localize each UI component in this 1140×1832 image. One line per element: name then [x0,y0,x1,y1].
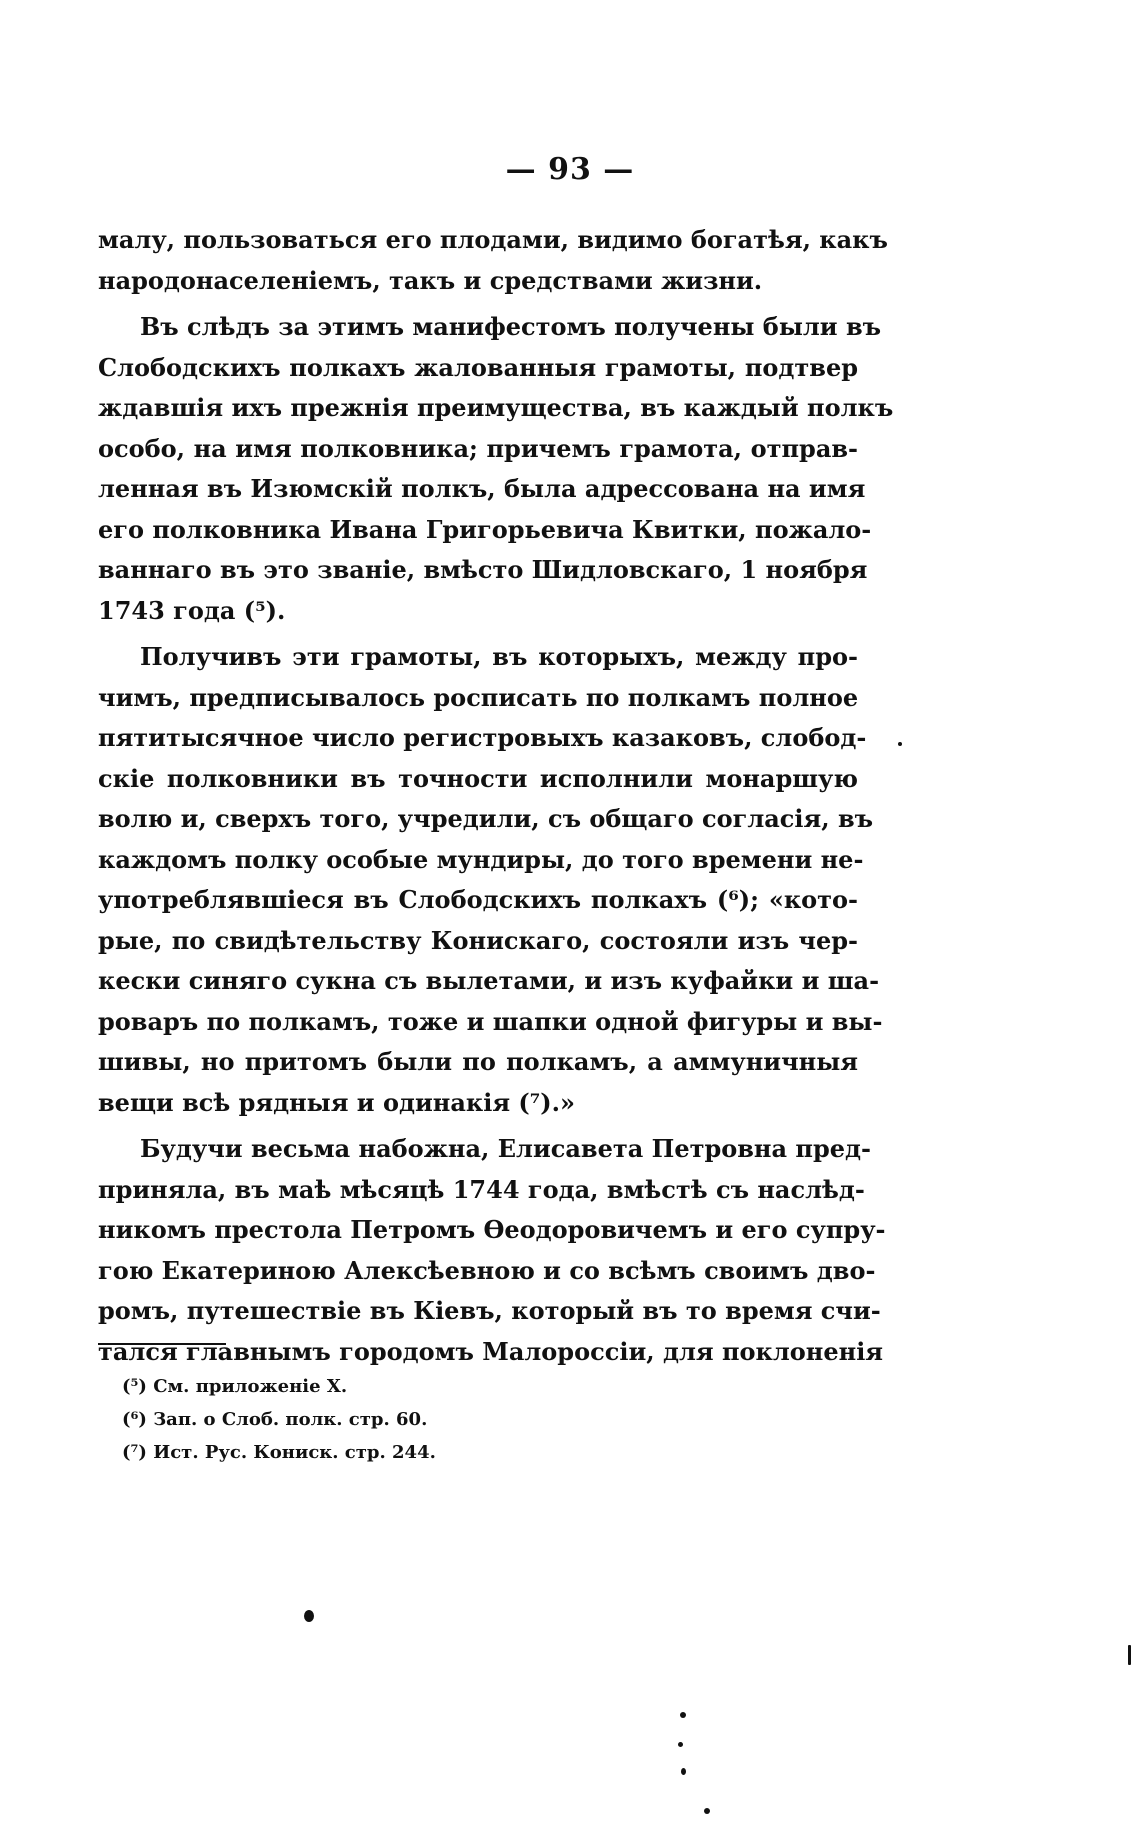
scan-speck [1128,1645,1131,1665]
text-line: приняла, въ маѣ мѣсяцѣ 1744 года, вмѣстѣ съ наслѣд- [98,1174,865,1204]
footnote-text: Ист. Рус. Кониск. стр. 244. [153,1442,436,1463]
text-line: роваръ по полкамъ, тоже и шапки одной фигуры и вы- [98,1006,883,1036]
paragraph-4 [98,1129,886,1372]
text-line: ждавшія ихъ прежнія преимущества, въ каждый полкъ [98,393,894,422]
text-line: волю и, сверхъ того, учредили, съ общаго согласія, въ [98,804,874,833]
paragraph-2 [98,307,894,631]
scan-speck [678,1742,683,1747]
footnote [122,1403,436,1436]
text-line: ваннаго въ это званіе, вмѣсто Шидловскаго, 1 ноября [98,555,868,584]
text-line: ленная въ Изюмскій полкъ, была адрессована на имя [98,474,866,503]
paragraph-3 [98,637,883,1123]
text-line: рые, по свидѣтельству Конискаго, состояли изъ чер- [98,925,858,955]
text-line: особо, на имя полковника; причемъ грамота, отправ- [98,433,858,463]
footnote [122,1436,436,1469]
text-line: никомъ престола Петромъ Ѳеодоровичемъ и его супру- [98,1215,886,1244]
paragraph-1 [98,220,888,301]
text-line: 1743 года (⁵). [98,595,286,625]
text-line: шивы, но притомъ были по полкамъ, а аммуничныя [98,1047,858,1076]
text-line: тался главнымъ городомъ Малороссіи, для поклоненія [98,1336,884,1366]
page-number: — 93 — [505,152,635,187]
scan-speck [304,1610,314,1622]
footnote-mark: (⁵) [122,1376,147,1397]
text-line: Слободскихъ полкахъ жалованныя грамоты, подтвер [98,352,858,382]
text-line: малу, пользоваться его плодами, видимо богатѣя, какъ [98,225,888,254]
text-line: Въ слѣдъ за этимъ манифестомъ получены были въ [140,312,882,341]
text-line: кески синяго сукна съ вылетами, и изъ куфайки и ша- [98,966,880,995]
text-line: гою Екатериною Алексѣевною и со всѣмъ своимъ дво- [98,1255,876,1285]
text-line: употреблявшіеся въ Слободскихъ полкахъ (⁶); «кото- [98,885,858,914]
text-line: народонаселеніемъ, такъ и средствами жизни. [98,265,763,295]
footnote-text: См. приложеніе X. [153,1376,348,1397]
footnote-divider [98,1343,226,1345]
footnote-mark: (⁷) [122,1442,147,1463]
scan-speck [704,1808,710,1814]
text-line: Будучи весьма набожна, Елисавета Петровна пред- [140,1134,871,1163]
text-line: вещи всѣ рядныя и одинакія (⁷).» [98,1087,575,1117]
scan-speck [680,1712,686,1718]
body-text [98,220,894,1372]
text-line: ромъ, путешествіе въ Кіевъ, который въ то время счи- [98,1296,881,1325]
scan-speck [681,1768,686,1775]
footnotes [122,1370,436,1469]
text-line: каждомъ полку особые мундиры, до того времени не- [98,844,864,874]
footnote-mark: (⁶) [122,1409,147,1430]
footnote-text: Зап. о Слоб. полк. стр. 60. [153,1409,428,1430]
text-line: Получивъ эти грамоты, въ которыхъ, между про- [140,642,858,671]
text-line: чимъ, предписывалось росписать по полкамъ полное [98,682,859,712]
footnote [122,1370,436,1403]
text-line: скіе полковники въ точности исполнили монаршую [98,763,858,793]
scan-speck [898,742,902,746]
text-line: пятитысячное число регистровыхъ казаковъ, слобод- [98,723,867,752]
text-line: его полковника Ивана Григорьевича Квитки, пожало- [98,514,872,544]
